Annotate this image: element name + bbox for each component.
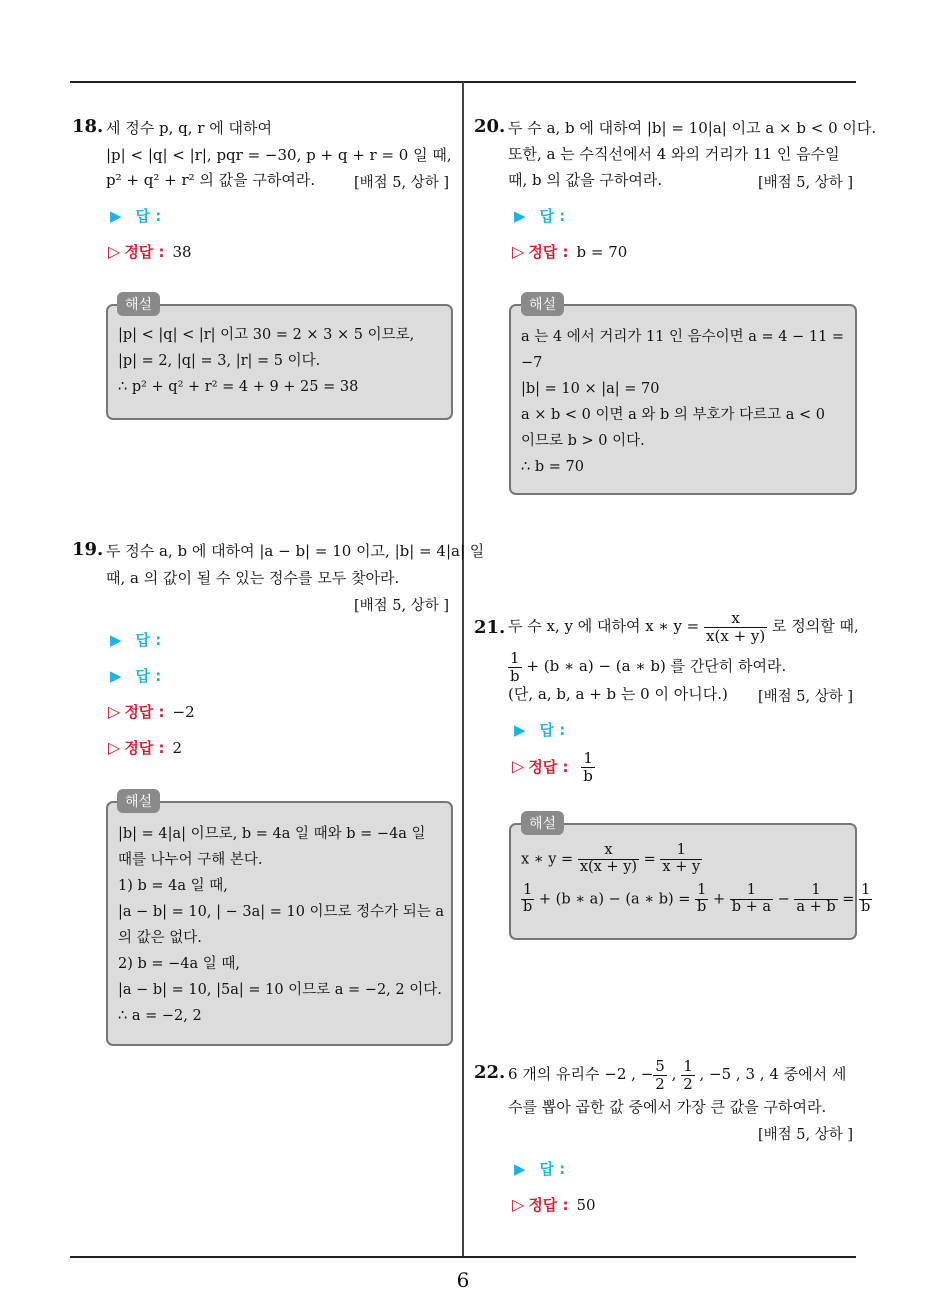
answer-input-row[interactable]: ▶ 답 : [110, 207, 162, 225]
question-text: 또한, a 는 수직선에서 4 와의 거리가 11 인 음수일 [508, 145, 840, 163]
question-text: 두 수 x, y 에 대하여 x ∗ y = $\frac{x}{x(x + y)}$ 로 정의할 때, [508, 609, 859, 645]
outline-triangle-icon: ▷ [512, 242, 525, 261]
outline-triangle-icon: ▷ [108, 242, 121, 261]
answer-input-row[interactable]: ▶ 답 : [514, 1160, 566, 1178]
question-text: 두 수 a, b 에 대하여 |b| = 10|a| 이고 a × b < 0 이다. [508, 119, 877, 137]
question-number: 19. [72, 539, 104, 560]
answer-input-row[interactable]: ▶ 답 : [514, 207, 566, 225]
outline-triangle-icon: ▷ [512, 1195, 525, 1214]
fraction: $\frac{x}{x(x + y)}$ [706, 609, 766, 645]
question-text: (단, a, b, a + b 는 0 이 아니다.) [508, 685, 728, 703]
explanation-tag: 해설 [521, 292, 564, 316]
correct-answer-row: ▷ 정답 : 38 [108, 242, 192, 261]
question-text: $\frac{1}{b}$ + (b ∗ a) − (a ∗ b) 를 간단히 하여라. [510, 649, 787, 685]
explanation-tag: 해설 [521, 811, 564, 835]
score-label: [배점 5, 상하 ] [758, 1127, 854, 1143]
score-label: [배점 5, 상하 ] [758, 689, 854, 705]
answer-input-row[interactable]: ▶ 답 : [110, 631, 162, 649]
explanation-box: |b| = 4|a| 이므로, b = 4a 일 때와 b = −4a 일 때를 나누어 구해 본다. 1) b = 4a 일 때, |a − b| = 10, | − 3a| = 10 이므로 정수가 되는 a 의 값은 없다. 2) b = −4a 일 때, |a − b| = 10, |5a| = 10 이므로 a = −2, 2 이다. ∴ a = −2, 2 [106, 801, 453, 1046]
correct-answer-row: ▷ 정답 : 50 [512, 1195, 596, 1214]
question-number: 21. [474, 617, 506, 638]
play-triangle-icon: ▶ [514, 721, 526, 739]
score-label: [배점 5, 상하 ] [354, 598, 450, 614]
play-triangle-icon: ▶ [110, 667, 122, 685]
play-triangle-icon: ▶ [514, 1160, 526, 1178]
outline-triangle-icon: ▷ [108, 738, 121, 757]
explanation-box: x ∗ y = $\frac{x}{x(x + y)}$ = $\frac{1}{x + y}$ $\frac{1}{b}$ + (b ∗ a) − (a ∗ b) = $\frac{1}{b}$ + $\frac{1}{b + a}$ − $\frac{1}{a + b}$ = $\frac{1}{b}$ [509, 823, 857, 940]
question-text: p² + q² + r² 의 값을 구하여라. [106, 171, 316, 189]
outline-triangle-icon: ▷ [108, 702, 121, 721]
question-text: 수를 뽑아 곱한 값 중에서 가장 큰 값을 구하여라. [508, 1098, 827, 1116]
explanation-tag: 해설 [117, 789, 160, 813]
outline-triangle-icon: ▷ [512, 756, 525, 776]
correct-answer-row: ▷ 정답 : 2 [108, 738, 183, 757]
correct-answer-row: ▷ 정답 : −2 [108, 702, 195, 721]
fraction: $\frac{1}{b}$ [510, 649, 520, 685]
explanation-tag: 해설 [117, 292, 160, 316]
column-divider [462, 82, 464, 1258]
question-text: 때, a 의 값이 될 수 있는 정수를 모두 찾아라. [106, 569, 400, 587]
correct-answer-row: ▷ 정답 : b = 70 [512, 242, 628, 261]
play-triangle-icon: ▶ [110, 631, 122, 649]
page-number: 6 [456, 1268, 470, 1292]
explanation-box: a 는 4 에서 거리가 11 인 음수이면 a = 4 − 11 = −7 |b| = 10 × |a| = 70 a × b < 0 이면 a 와 b 의 부호가 다르고 a < 0 이므로 b > 0 이다. ∴ b = 70 [509, 304, 857, 495]
explanation-box: |p| < |q| < |r| 이고 30 = 2 × 3 × 5 이므로, |p| = 2, |q| = 3, |r| = 5 이다. ∴ p² + q² + r² = 4 + 9 + 25 = 38 [106, 304, 453, 420]
play-triangle-icon: ▶ [514, 207, 526, 225]
question-text: 6 개의 유리수 −2 , − $\frac{5}{2}$ , $\frac{1}{2}$ , −5 , 3 , 4 중에서 세 [508, 1057, 847, 1093]
answer-input-row[interactable]: ▶ 답 : [514, 721, 566, 739]
score-label: [배점 5, 상하 ] [354, 175, 450, 191]
fraction: $\frac{1}{b}$ [583, 749, 593, 785]
question-text: 두 정수 a, b 에 대하여 |a − b| = 10 이고, |b| = 4|a| 일 [106, 542, 485, 560]
score-label: [배점 5, 상하 ] [758, 175, 854, 191]
bottom-rule [70, 1256, 856, 1258]
question-text: 때, b 의 값을 구하여라. [508, 171, 663, 189]
question-text: |p| < |q| < |r|, pqr = −30, p + q + r = 0 일 때, [106, 146, 452, 164]
question-number: 22. [474, 1062, 506, 1083]
question-text: 세 정수 p, q, r 에 대하여 [106, 119, 272, 137]
answer-input-row[interactable]: ▶ 답 : [110, 667, 162, 685]
question-number: 18. [72, 116, 104, 137]
correct-answer-row: ▷ 정답 : $\frac{1}{b}$ [512, 749, 593, 785]
question-number: 20. [474, 116, 506, 137]
play-triangle-icon: ▶ [110, 207, 122, 225]
